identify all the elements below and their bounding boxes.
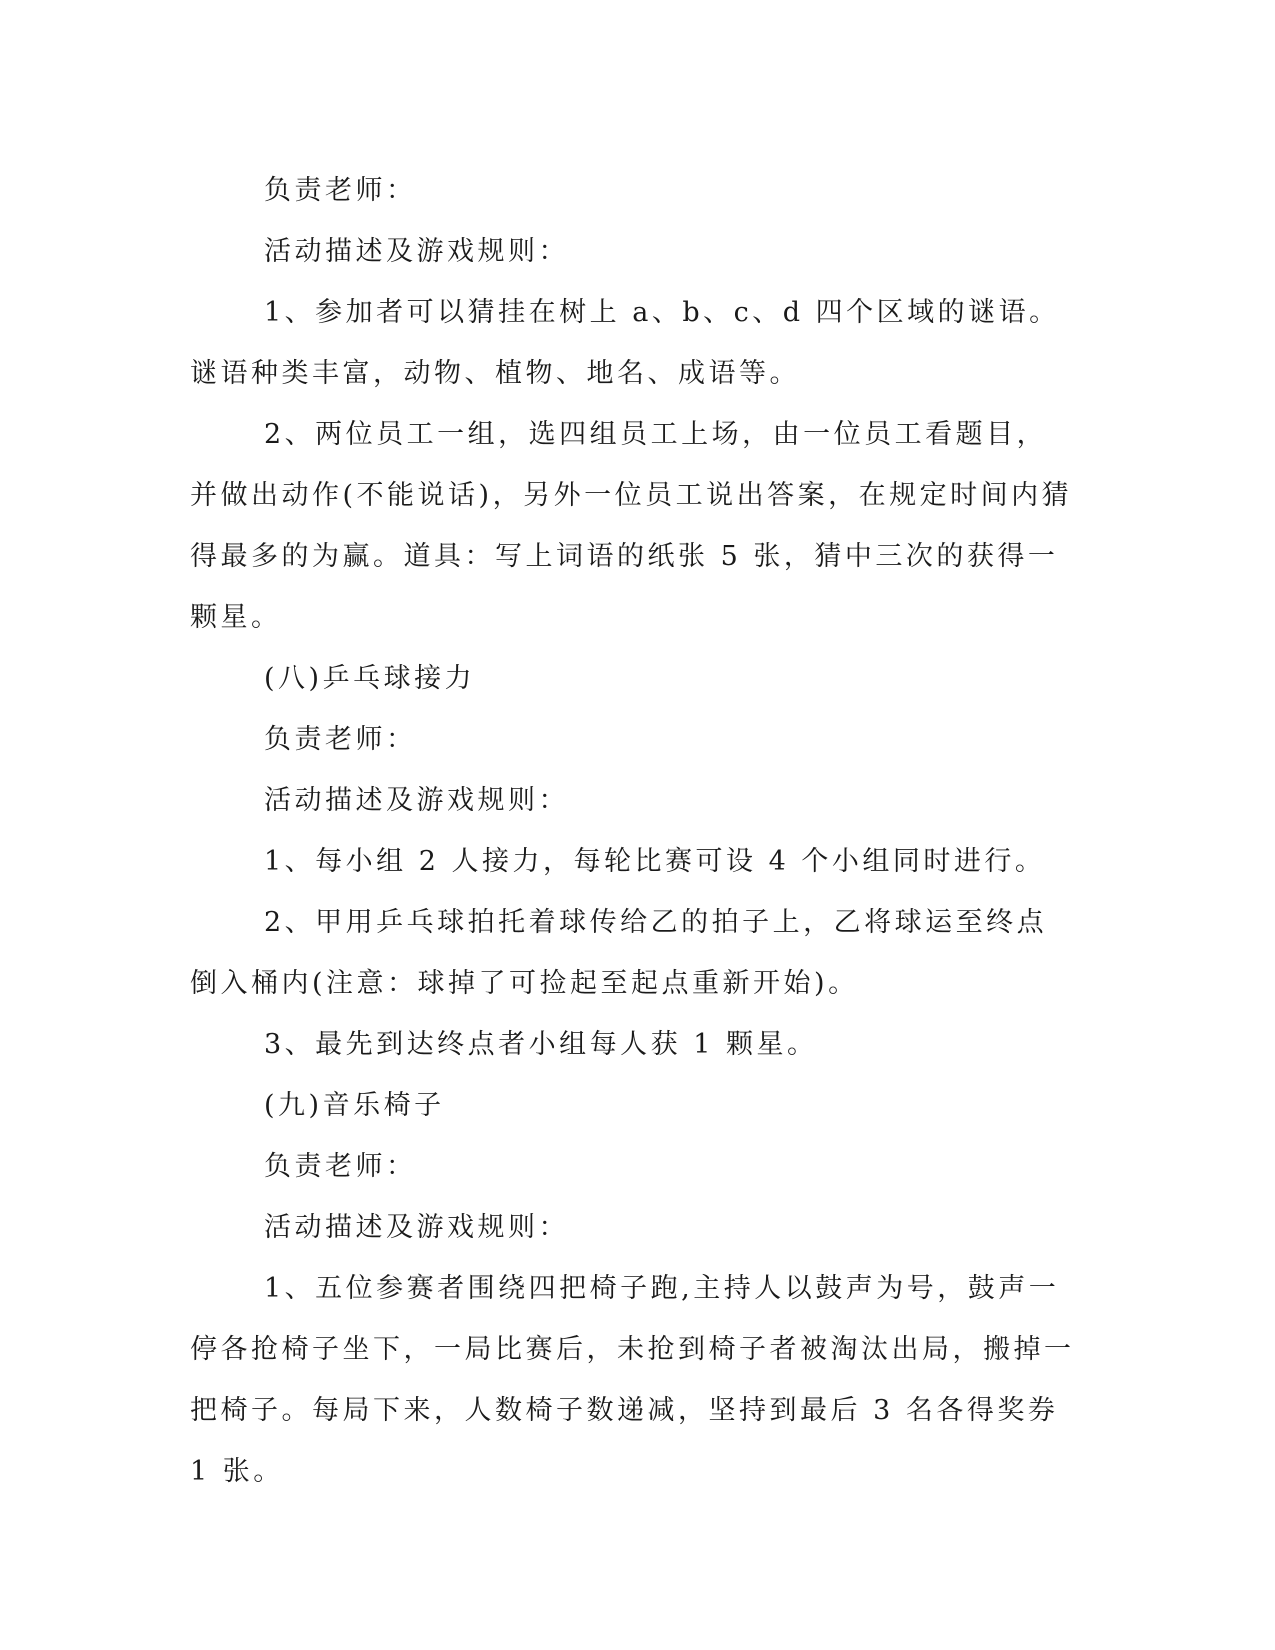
section-heading-musical-chairs: (九)音乐椅子 xyxy=(264,1090,445,1121)
paragraph-pingpong-rule-1: 1、每小组 2 人接力，每轮比赛可设 4 个小组同时进行。 xyxy=(264,846,1046,877)
paragraph-pingpong-rule-2: 2、甲用乒乓球拍托着球传给乙的拍子上，乙将球运至终点倒入桶内(注意：球掉了可捡起至起点重新开始)。 xyxy=(190,907,1048,999)
paragraph-rules-heading-3: 活动描述及游戏规则： xyxy=(264,1212,569,1243)
paragraph-teacher-3: 负责老师： xyxy=(264,1151,417,1182)
document-body xyxy=(190,160,1075,1502)
paragraph-teacher-2: 负责老师： xyxy=(264,724,417,755)
paragraph-rules-heading-2: 活动描述及游戏规则： xyxy=(264,785,569,816)
paragraph-chairs-rule-1: 1、五位参赛者围绕四把椅子跑,主持人以鼓声为号，鼓声一停各抢椅子坐下，一局比赛后，未抢到椅子者被淘汰出局，搬掉一把椅子。每局下来，人数椅子数递减，坚持到最后 3 名各得奖券 1 张。 xyxy=(190,1273,1075,1487)
paragraph-teacher-1: 负责老师： xyxy=(264,175,417,206)
paragraph-riddle-rule-1: 1、参加者可以猜挂在树上 a、b、c、d 四个区域的谜语。谜语种类丰富，动物、植物、地名、成语等。 xyxy=(190,297,1060,389)
paragraph-riddle-rule-2: 2、两位员工一组，选四组员工上场，由一位员工看题目，并做出动作(不能说话)，另外一位员工说出答案，在规定时间内猜得最多的为赢。道具：写上词语的纸张 5 张，猜中三次的获得一颗星。 xyxy=(190,419,1073,633)
paragraph-pingpong-rule-3: 3、最先到达终点者小组每人获 1 颗星。 xyxy=(264,1029,818,1060)
section-heading-pingpong-relay: (八)乒乓球接力 xyxy=(264,663,476,694)
paragraph-rules-heading-1: 活动描述及游戏规则： xyxy=(264,236,569,267)
